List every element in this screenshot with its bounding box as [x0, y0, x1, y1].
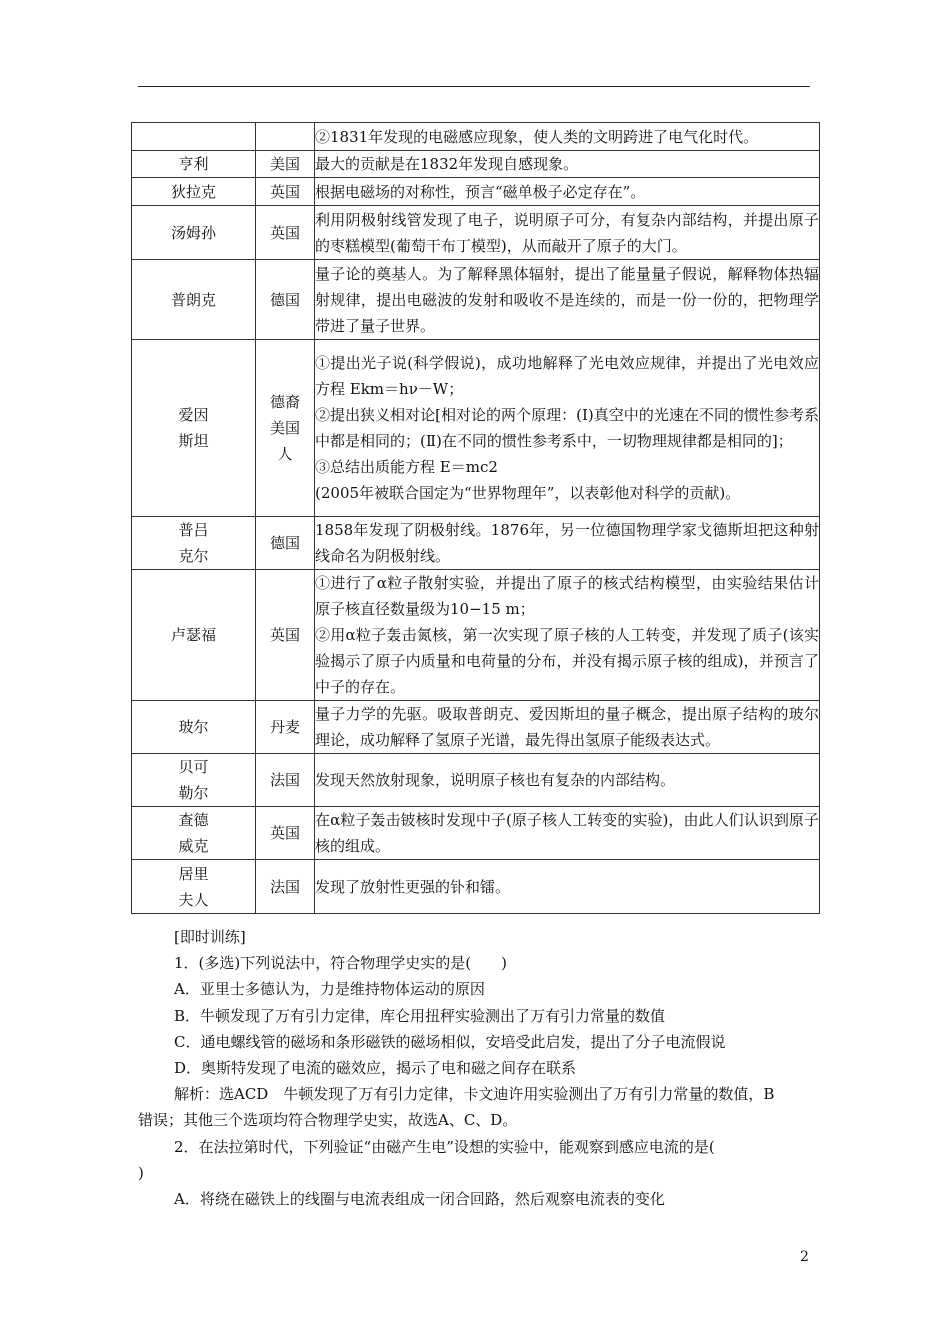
contribution-line: 1858年发现了阴极射线。1876年，另一位德国物理学家戈德斯坦把这种射线命名为阴极射线。: [315, 521, 819, 565]
contribution-line: 量子论的奠基人。为了解释黑体辐射，提出了能量量子假说，解释物体热辐射规律，提出电磁波的发射和吸收不是连续的，而是一份一份的，把物理学带进了量子世界。: [315, 264, 819, 335]
scientist-country: 法国: [256, 860, 315, 914]
contribution-line: (2005年被联合国定为“世界物理年”，以表彰他对科学的贡献)。: [315, 484, 741, 502]
contribution-line: 根据电磁场的对称性，预言“磁单极子必定存在”。: [315, 182, 646, 201]
contribution-line: ①进行了α粒子散射实验，并提出了原子的核式结构模型，由实验结果估计原子核直径数量级为10−15 m；: [315, 574, 819, 618]
scientist-country: 丹麦: [256, 701, 315, 754]
contribution-line: ②用α粒子轰击氮核，第一次实现了原子核的人工转变，并发现了质子(该实验揭示了原子内质量和电荷量的分布，并没有揭示原子核的组成)，并预言了中子的存在。: [315, 626, 819, 696]
scientist-contribution: [315, 754, 820, 807]
scientist-name: 普吕克尔: [132, 517, 256, 570]
scientist-country: 德国: [256, 260, 315, 340]
scientist-contribution: [315, 151, 820, 178]
question-2: 2．在法拉第时代，下列验证“由磁产生电”设想的实验中，能观察到感应电流的是(: [174, 1137, 715, 1156]
question-2-cont: ): [138, 1163, 144, 1182]
contribution-line: ②提出狭义相对论[相对论的两个原理：(Ⅰ)真空中的光速在不同的惯性参考系中都是相同的；(Ⅱ)在不同的惯性参考系中，一切物理规律都是相同的]；: [315, 406, 819, 450]
exercise-section: [138, 924, 812, 1212]
scientist-contribution: [315, 260, 820, 340]
scientist-contribution: [315, 340, 820, 517]
scientist-name: 汤姆孙: [132, 206, 256, 260]
scientist-name: 卢瑟福: [132, 570, 256, 701]
contribution-line: 利用阴极射线管发现了电子，说明原子可分，有复杂内部结构，并提出原子的枣糕模型(葡萄干布丁模型)，从而敲开了原子的大门。: [315, 210, 819, 255]
contribution-line: 在α粒子轰击铍核时发现中子(原子核人工转变的实验)，由此人们认识到原子核的组成。: [315, 811, 819, 855]
scientist-contribution: [315, 570, 820, 701]
header-rule: [138, 86, 810, 87]
scientist-contribution: [315, 178, 820, 206]
question-1-option-a: A．亚里士多德认为，力是维持物体运动的原因: [174, 980, 485, 999]
scientist-contribution: [315, 701, 820, 754]
physicists-table: [131, 122, 820, 914]
table-row: [132, 123, 820, 151]
contribution-line: 发现天然放射现象，说明原子核也有复杂的内部结构。: [315, 771, 676, 789]
scientist-name: 爱因斯坦: [132, 340, 256, 517]
question-1: 1．(多选)下列说法中，符合物理学史实的是( ): [174, 954, 507, 973]
scientist-contribution: [315, 860, 820, 914]
scientist-country: 美国: [256, 151, 315, 178]
table-row: [132, 178, 820, 206]
exercise-heading: [即时训练]: [174, 928, 246, 946]
scientist-name: 狄拉克: [132, 178, 256, 206]
scientist-country: 英国: [256, 178, 315, 206]
scientist-name: 贝可勒尔: [132, 754, 256, 807]
scientist-name: 普朗克: [132, 260, 256, 340]
table-row: [132, 206, 820, 260]
scientist-country: 德国: [256, 517, 315, 570]
question-1-option-b: B．牛顿发现了万有引力定律，库仑用扭秤实验测出了万有引力常量的数值: [174, 1006, 666, 1025]
scientist-name: 居里夫人: [132, 860, 256, 914]
scientist-contribution: [315, 807, 820, 860]
question-1-analysis-cont: 错误；其他三个选项均符合物理学史实，故选A、C、D。: [138, 1111, 518, 1130]
table-row: [132, 260, 820, 340]
table-row: [132, 340, 820, 517]
scientist-contribution: [315, 517, 820, 570]
question-2-option-a: A．将绕在磁铁上的线圈与电流表组成一闭合回路，然后观察电流表的变化: [174, 1190, 665, 1209]
contribution-line: 发现了放射性更强的钋和镭。: [315, 877, 511, 896]
page-number: 2: [800, 1249, 809, 1265]
table-row: [132, 570, 820, 701]
scientist-country: 法国: [256, 754, 315, 807]
contribution-line: 最大的贡献是在1832年发现自感现象。: [315, 155, 579, 173]
scientist-country: [256, 123, 315, 151]
scientist-contribution: [315, 206, 820, 260]
table-row: [132, 701, 820, 754]
scientist-country: 英国: [256, 570, 315, 701]
scientist-name: 查德威克: [132, 807, 256, 860]
contribution-line: ②1831年发现的电磁感应现象，使人类的文明跨进了电气化时代。: [315, 127, 759, 146]
question-1-analysis: 解析：选ACD 牛顿发现了万有引力定律，卡文迪许用实验测出了万有引力常量的数值，B: [174, 1085, 775, 1104]
contribution-line: ①提出光子说(科学假说)，成功地解释了光电效应规律，并提出了光电效应方程 Ekm＝hν－W；: [315, 354, 819, 398]
scientist-country: 英国: [256, 807, 315, 860]
question-1-option-c: C．通电螺线管的磁场和条形磁铁的磁场相似，安培受此启发，提出了分子电流假说: [174, 1032, 726, 1051]
scientist-country: 英国: [256, 206, 315, 260]
question-1-option-d: D．奥斯特发现了电流的磁效应，揭示了电和磁之间存在联系: [174, 1059, 577, 1078]
table-row: [132, 151, 820, 178]
scientist-country: 德裔美国人: [256, 340, 315, 517]
scientist-contribution: [315, 123, 820, 151]
table-row: [132, 754, 820, 807]
scientist-name: 玻尔: [132, 701, 256, 754]
contribution-line: ③总结出质能方程 E＝mc2: [315, 458, 498, 476]
table-row: [132, 860, 820, 914]
scientist-name: [132, 123, 256, 151]
contribution-line: 量子力学的先驱。吸取普朗克、爱因斯坦的量子概念，提出原子结构的玻尔理论，成功解释了氢原子光谱，最先得出氢原子能级表达式。: [315, 705, 819, 749]
table-row: [132, 807, 820, 860]
scientist-name: 亨利: [132, 151, 256, 178]
table-row: [132, 517, 820, 570]
